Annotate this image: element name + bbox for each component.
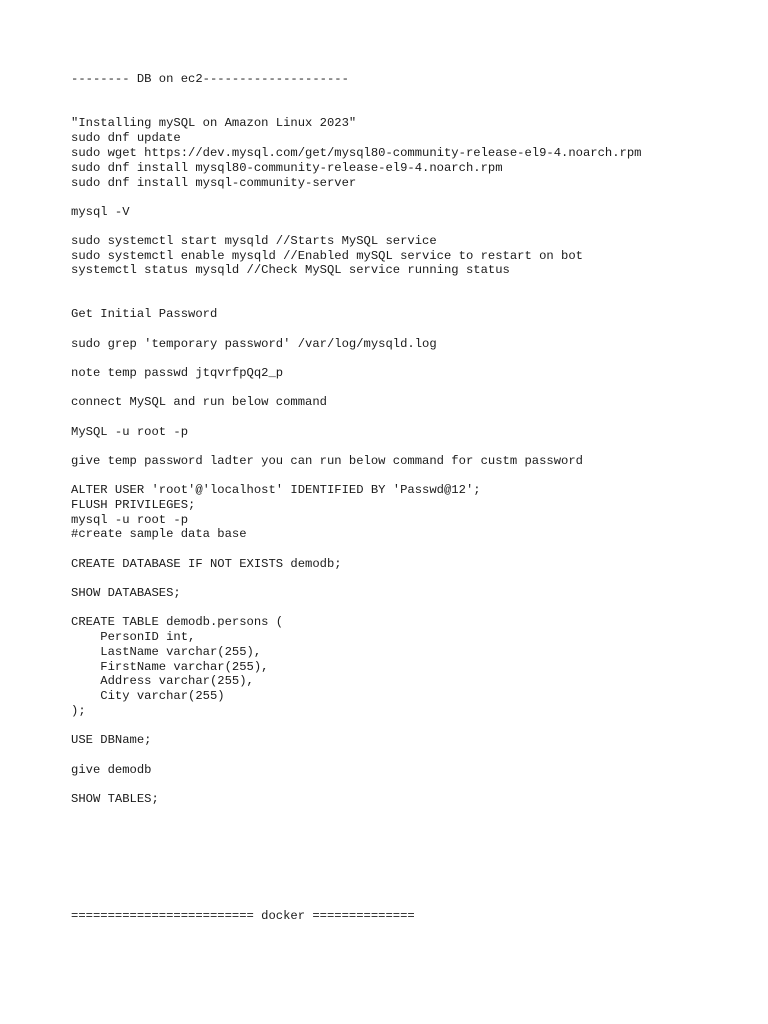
sql-line: USE DBName; [71,733,152,747]
command-line: sudo systemctl start mysqld //Starts MySQL service [71,234,437,248]
command-line: sudo wget https://dev.mysql.com/get/mysql80-community-release-el9-4.noarch.rpm [71,146,642,160]
command-line: sudo systemctl enable mysqld //Enabled mySQL service to restart on bot [71,249,583,263]
sql-line: Address varchar(255), [71,674,254,688]
sql-line: City varchar(255) [71,689,225,703]
command-line: sudo dnf update [71,131,181,145]
command-line: mysql -u root -p [71,513,189,527]
section-header-docker: ========================= docker ============== [71,909,415,923]
sql-line: ); [71,704,86,718]
section-header-db-on-ec2: -------- DB on ec2-------------------- [71,72,349,86]
sql-line: FLUSH PRIVILEGES; [71,498,196,512]
subheading: Get Initial Password [71,307,218,321]
command-line: mysql -V [71,205,130,219]
command-line: MySQL -u root -p [71,425,189,439]
command-line: systemctl status mysqld //Check MySQL service running status [71,263,510,277]
command-line: sudo dnf install mysql-community-server [71,176,357,190]
note-line: give demodb [71,763,152,777]
comment-line: #create sample data base [71,527,247,541]
sql-line: PersonID int, [71,630,196,644]
note-line: connect MySQL and run below command [71,395,327,409]
sql-line: ALTER USER 'root'@'localhost' IDENTIFIED BY 'Passwd@12'; [71,483,481,497]
sql-line: LastName varchar(255), [71,645,262,659]
sql-line: CREATE TABLE demodb.persons ( [71,615,284,629]
note-line: note temp passwd jtqvrfpQq2_p [71,366,284,380]
sql-line: SHOW DATABASES; [71,586,181,600]
command-line: sudo dnf install mysql80-community-release-el9-4.noarch.rpm [71,161,503,175]
command-line: sudo grep 'temporary password' /var/log/mysqld.log [71,337,437,351]
note-line: give temp password ladter you can run below command for custm password [71,454,583,468]
sql-line: SHOW TABLES; [71,792,159,806]
sql-line: FirstName varchar(255), [71,660,269,674]
install-heading: "Installing mySQL on Amazon Linux 2023" [71,116,357,130]
sql-line: CREATE DATABASE IF NOT EXISTS demodb; [71,557,342,571]
